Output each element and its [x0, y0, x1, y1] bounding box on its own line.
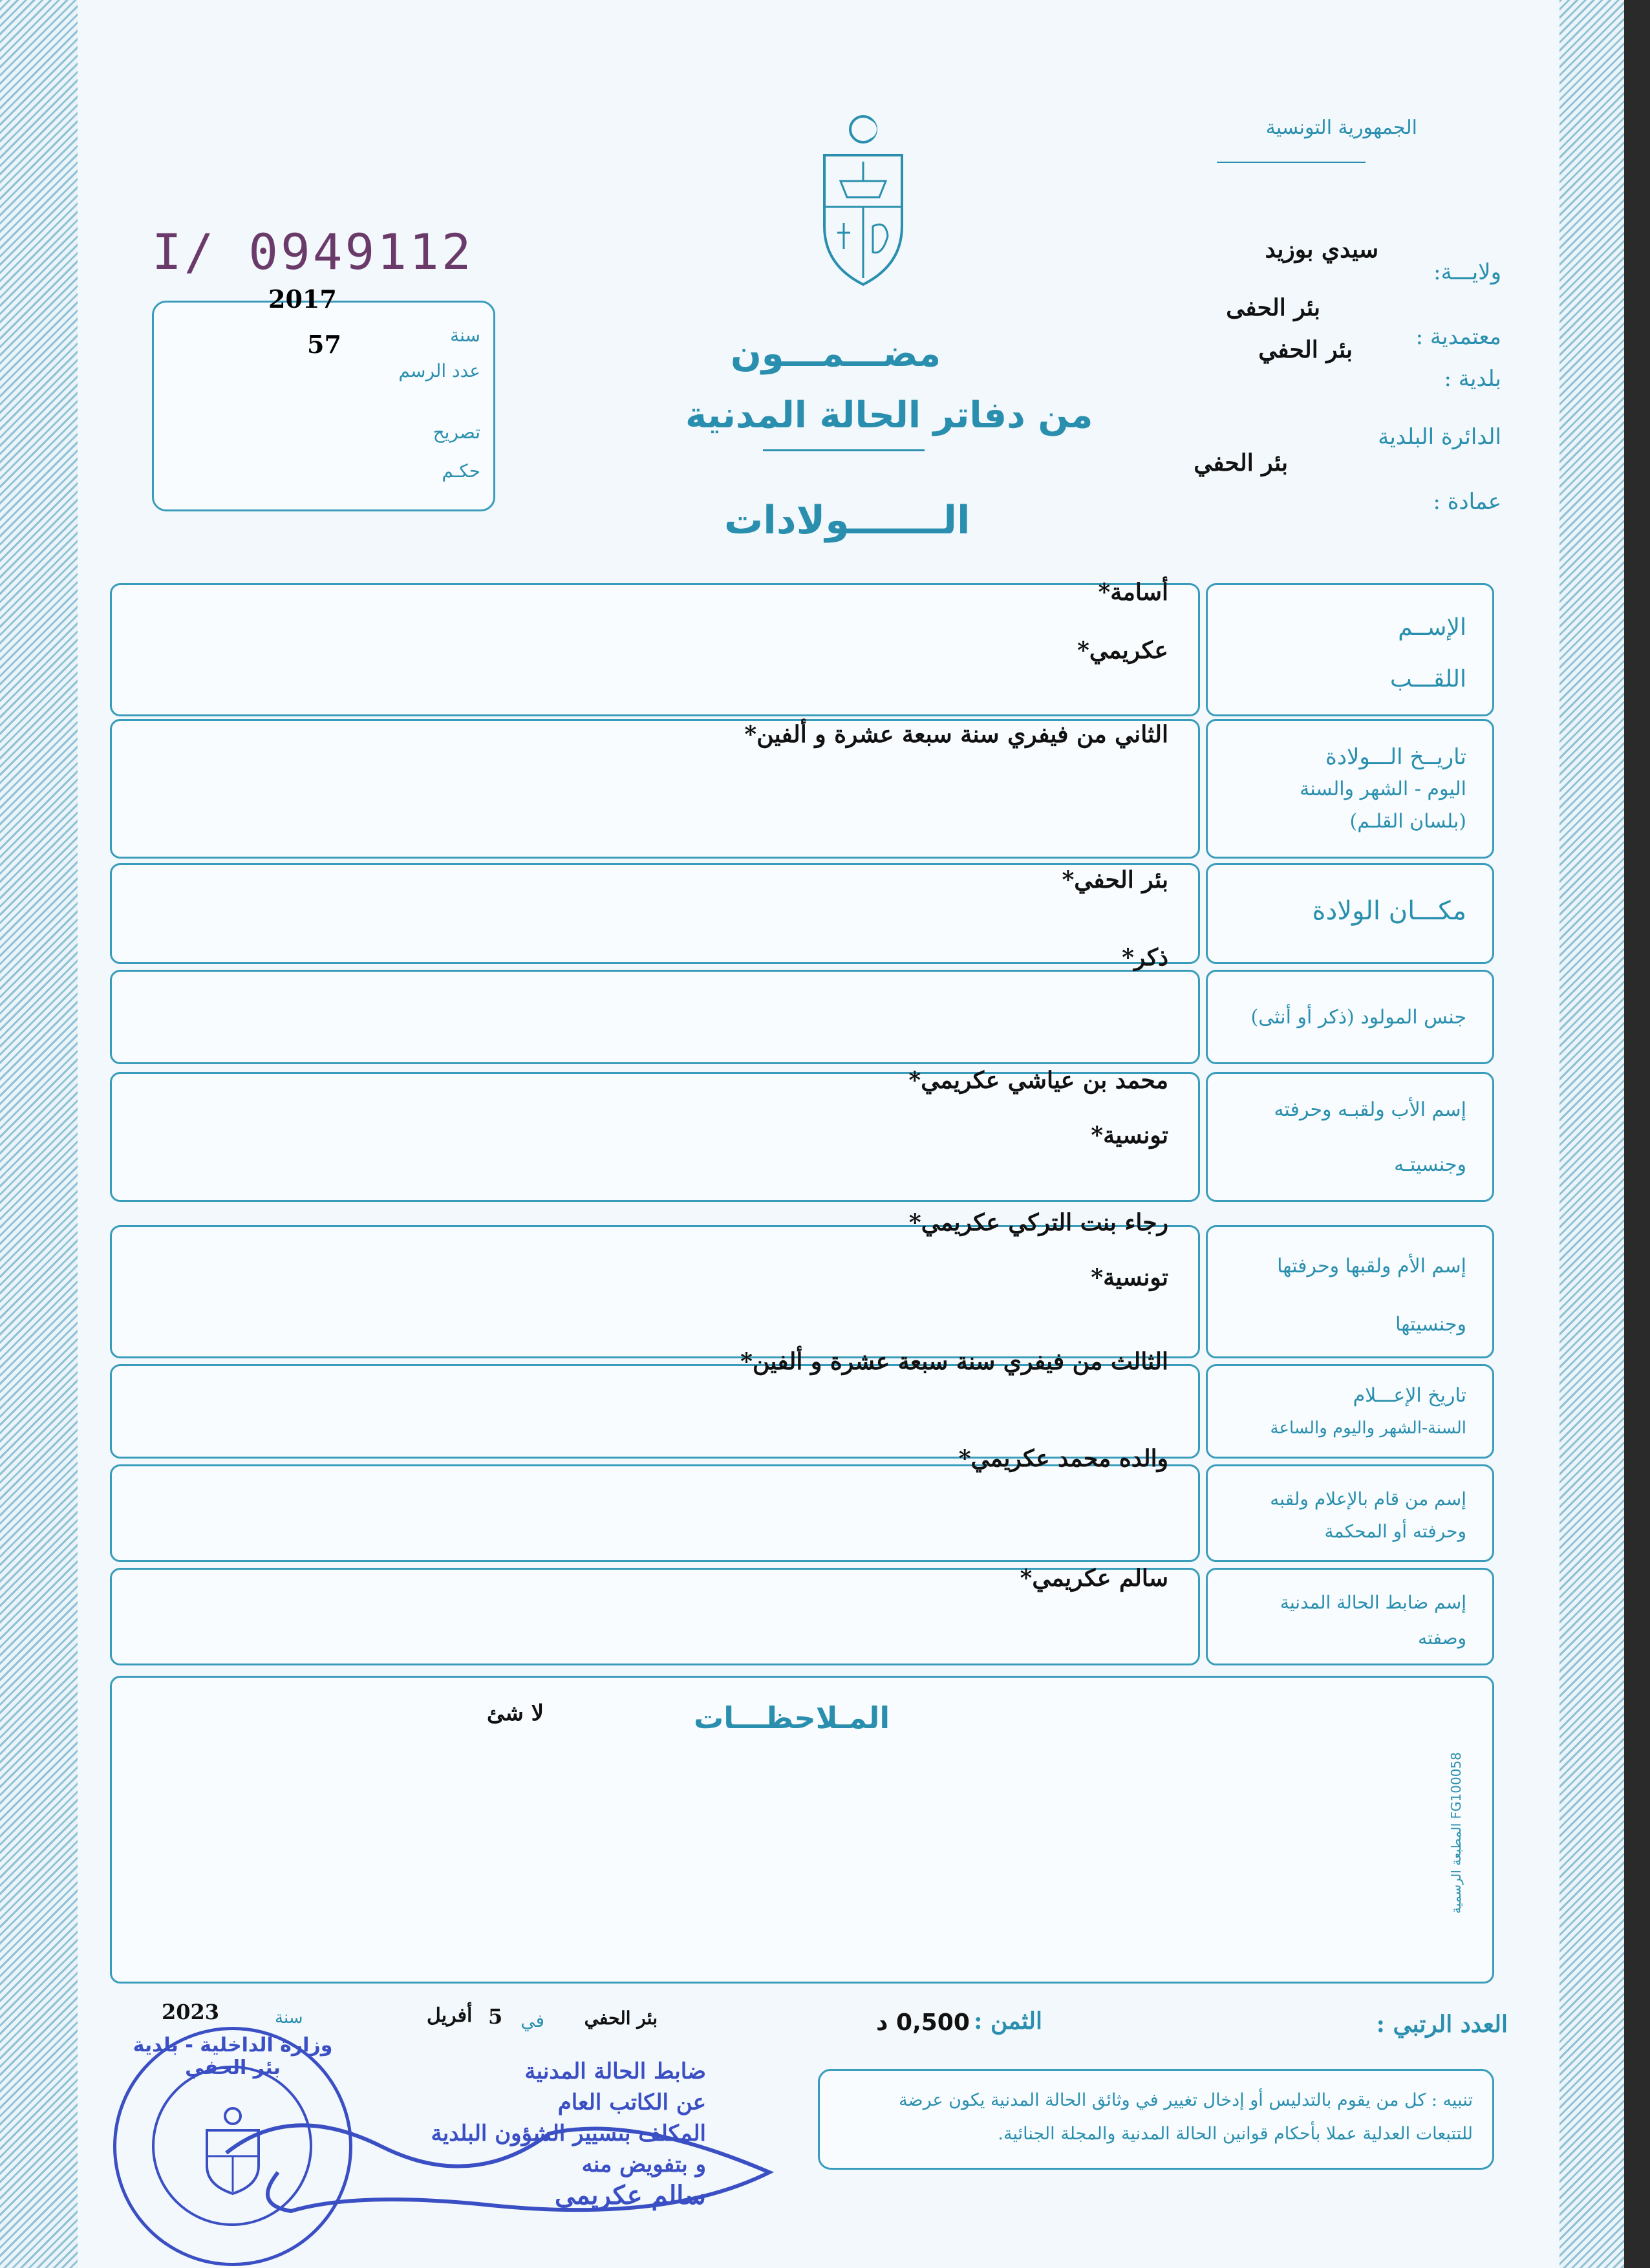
- father-value: محمد بن عياشي عكريمي*: [908, 1067, 1168, 1094]
- gender-value: ذكر*: [1122, 944, 1168, 971]
- declaration-date-label: تاريخ الإعـــلام: [1353, 1384, 1466, 1407]
- officer-label-box: [1206, 1568, 1494, 1665]
- wilaya-value: سيدي بوزيد: [1265, 236, 1378, 263]
- price-value: 0,500 د: [876, 2009, 970, 2036]
- serial-rank-label: العدد الرتبي :: [1376, 2011, 1508, 2038]
- birthdate-label-box: [1206, 719, 1494, 859]
- declarant-value: والده محمد عكريمي*: [958, 1445, 1168, 1472]
- declaration-date-value: الثالث من فيفري سنة سبعة عشرة و ألفين*: [740, 1348, 1168, 1375]
- title-madmoun: مضـــمـــون: [731, 333, 941, 375]
- birthdate-sublabel-words: (بلسان القلـم): [1349, 810, 1466, 833]
- mother-label: إسم الأم ولقبها وحرفتها: [1277, 1255, 1466, 1278]
- declaration-date-sublabel: السنة-الشهر واليوم والساعة: [1270, 1418, 1466, 1438]
- stamp-text: وزارة الداخلية - بلدية بئر الحفي: [133, 2034, 333, 2079]
- footer-place: بئر الحفي: [584, 2007, 658, 2029]
- declaration-date-label-box: [1206, 1364, 1494, 1459]
- warning-text: تنبيه : كل من يقوم بالتدليس أو إدخال تغيير في وثائق الحالة المدنية يكون عرضة للتتبعات العدلية عملا بأحكام قوانين الحالة المدنية والمجلة الجنائية.: [899, 2090, 1473, 2144]
- baladia-value: بئر الحفي: [1258, 336, 1353, 363]
- signature-line4: و بتفويض منه: [581, 2152, 706, 2177]
- officer-value: سالم عكريمي*: [1020, 1565, 1168, 1592]
- mother-value-box: [110, 1225, 1200, 1358]
- declarant-value-box: [110, 1464, 1200, 1562]
- birthdate-value: الثاني من فيفري سنة سبعة عشرة و ألفين*: [744, 721, 1168, 748]
- footer-year-label: سنة: [275, 2008, 303, 2027]
- price-label: الثمن :: [974, 2007, 1042, 2035]
- mootamadia-value: بئر الحفى: [1226, 294, 1320, 321]
- father-label-box: [1206, 1072, 1494, 1202]
- serial-number: I/ 0949112: [152, 223, 474, 281]
- mother-nationality-label: وجنسيتها: [1395, 1313, 1466, 1336]
- father-nationality-value: تونسية*: [1091, 1122, 1168, 1149]
- surname-label: اللقـــب: [1389, 666, 1466, 692]
- name-label: الإســم: [1398, 614, 1466, 641]
- remarks-box: [110, 1676, 1494, 1984]
- name-value: أسامة*: [1098, 579, 1168, 606]
- title-registers: من دفاتر الحالة المدنية: [685, 394, 1093, 436]
- title-births: الـــــــولادات: [724, 498, 970, 543]
- daira-value: بئر الحفي: [1194, 449, 1288, 476]
- footer-month: أفريل: [427, 2004, 473, 2027]
- declarant-label-box: [1206, 1464, 1494, 1562]
- mother-nationality-value: تونسية*: [1091, 1264, 1168, 1291]
- declarant-label: إسم من قام بالإعلام ولقبه: [1270, 1488, 1466, 1510]
- birthplace-label-box: [1206, 863, 1494, 964]
- surname-value: عكريمي*: [1077, 637, 1168, 664]
- wilaya-label: ولايـــة:: [1433, 259, 1501, 285]
- handwritten-signature: [213, 2075, 795, 2231]
- printer-mark: المطبعة الرسمية FG100058: [1448, 1752, 1464, 1914]
- remarks-label: المـلاحظـــات: [694, 1700, 890, 1735]
- republic-underline: [1217, 162, 1366, 163]
- name-label-box: [1206, 583, 1494, 716]
- birthplace-value-box: [110, 863, 1200, 964]
- birthplace-value: بئر الحفي*: [1062, 866, 1168, 893]
- register-number-label: عدد الرسم: [398, 360, 480, 381]
- mother-label-box: [1206, 1225, 1494, 1358]
- mootamadia-label: معتمدية :: [1415, 324, 1501, 350]
- warning-box: [818, 2069, 1494, 2170]
- register-year-value: 2017: [268, 284, 337, 314]
- birthdate-label: تاريــخ الـــولادة: [1325, 744, 1466, 770]
- register-number-value: 57: [307, 330, 341, 359]
- signature-officer-name: سالم عكريمي: [554, 2180, 706, 2210]
- father-nationality-label: وجنسيتـه: [1394, 1153, 1466, 1176]
- baladia-label: بلدية :: [1444, 366, 1501, 392]
- mother-value: رجاء بنت التركي عكريمي*: [908, 1209, 1168, 1236]
- declarant-sublabel: وحرفته أو المحكمة: [1324, 1521, 1466, 1542]
- omada-label: عمادة :: [1433, 489, 1501, 515]
- judgment-label: حكـم: [442, 460, 480, 482]
- signature-line2: عن الكاتب العام: [557, 2090, 706, 2115]
- title-underline: [763, 449, 925, 451]
- gender-label-box: [1206, 970, 1494, 1064]
- officer-label: إسم ضابط الحالة المدنية: [1280, 1592, 1466, 1613]
- left-guilloche-border: [0, 0, 78, 2268]
- register-year-label: سنة: [450, 325, 480, 346]
- footer-year-value: 2023: [162, 2000, 220, 2024]
- officer-sublabel: وصفته: [1418, 1627, 1466, 1649]
- signature-line3: المكلف بتسيير الشؤون البلدية: [431, 2121, 706, 2146]
- gender-value-box: [110, 970, 1200, 1064]
- gender-label: جنس المولود (ذكر أو أنثى): [1250, 1006, 1466, 1029]
- coat-of-arms-icon: [811, 110, 915, 291]
- father-label: إسم الأب ولقبـه وحرفته: [1274, 1098, 1466, 1121]
- declaration-label: تصريح: [433, 422, 480, 443]
- name-value-box: [110, 583, 1200, 716]
- footer-in-label: في: [520, 2010, 544, 2031]
- daira-label: الدائرة البلدية: [1378, 424, 1501, 450]
- remarks-value: لا شئ: [487, 1700, 544, 1726]
- scan-edge: [1624, 0, 1650, 2268]
- signature-officer-title: ضابط الحالة المدنية: [524, 2059, 706, 2084]
- footer-day: 5: [488, 2004, 503, 2029]
- republic-label: الجمهورية التونسية: [1265, 116, 1417, 139]
- birthplace-label: مكـــان الولادة: [1312, 896, 1466, 926]
- birthdate-sublabel: اليوم - الشهر والسنة: [1300, 778, 1466, 800]
